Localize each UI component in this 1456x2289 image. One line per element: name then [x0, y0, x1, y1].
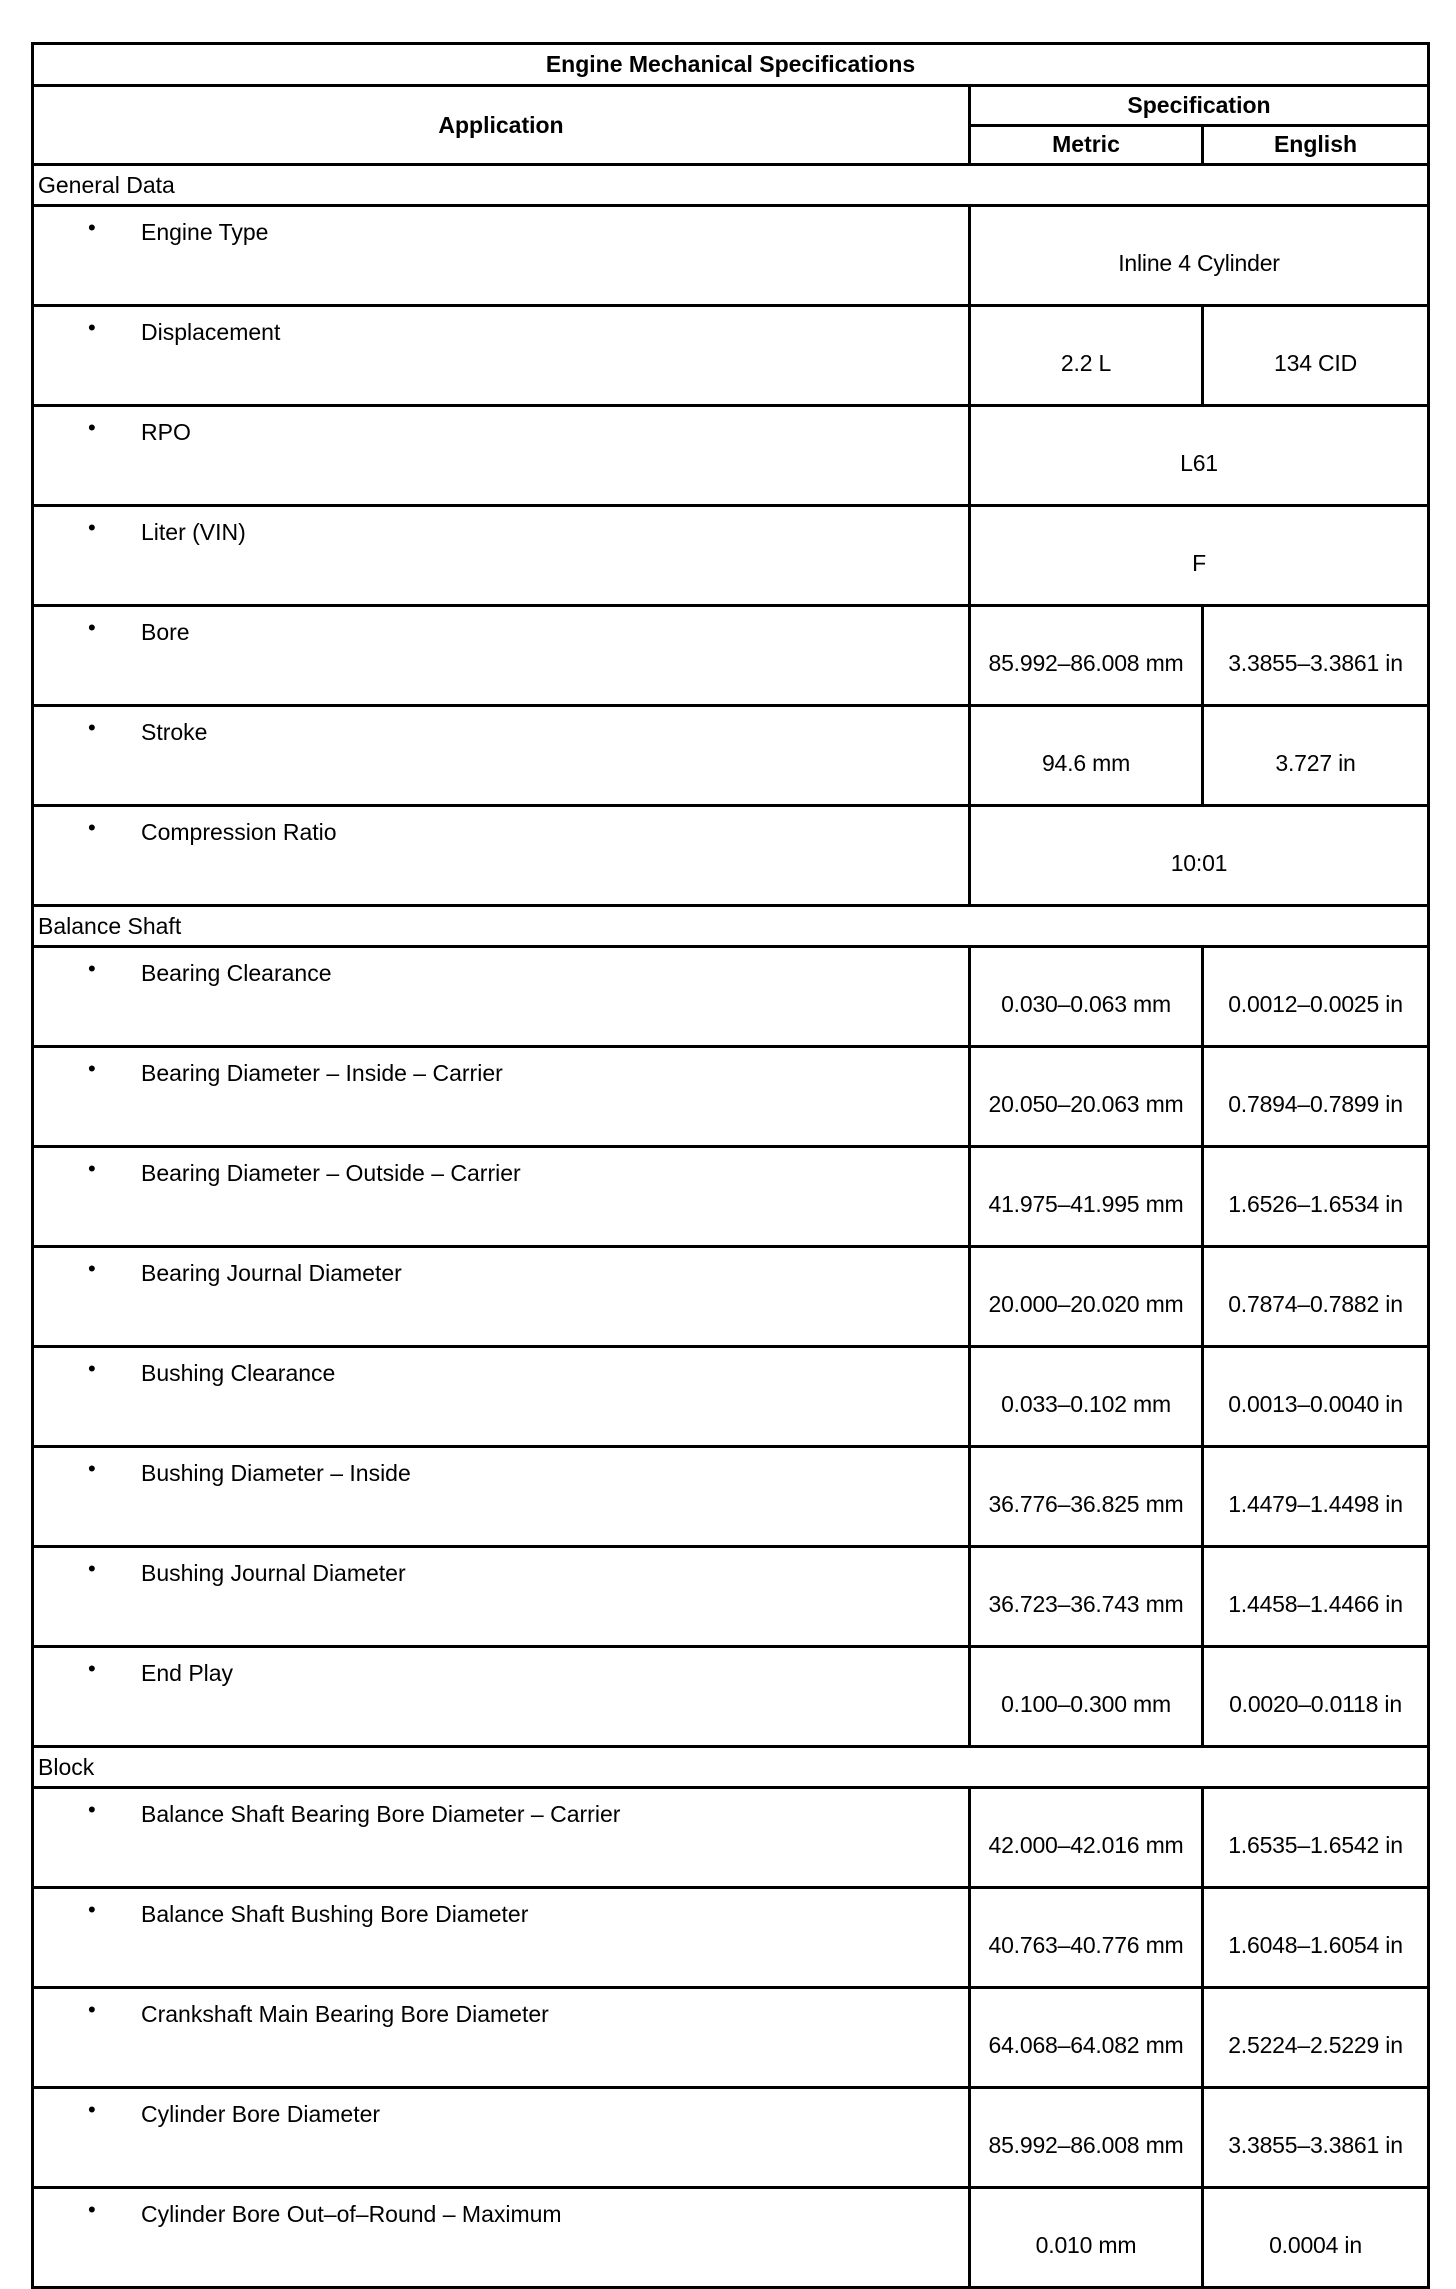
- bullet-icon: •: [88, 1456, 96, 1481]
- section-row: [33, 1747, 1429, 1788]
- bullet-icon: •: [88, 956, 96, 981]
- table-row: [33, 1788, 1429, 1888]
- application-cell: [33, 1647, 970, 1747]
- bullet-icon: •: [88, 2097, 96, 2122]
- bullet-icon: •: [88, 415, 96, 440]
- english-value: 3.727 in: [1203, 706, 1429, 806]
- section-row: [33, 906, 1429, 947]
- metric-value: 85.992–86.008 mm: [970, 2088, 1203, 2188]
- metric-value: 20.000–20.020 mm: [970, 1247, 1203, 1347]
- bullet-icon: •: [88, 1156, 96, 1181]
- english-value: 0.0004 in: [1203, 2188, 1429, 2288]
- row-label: Balance Shaft Bearing Bore Diameter – Carrier: [141, 1801, 621, 1827]
- bullet-icon: •: [88, 2197, 96, 2222]
- row-label: Bushing Clearance: [141, 1360, 336, 1386]
- application-cell: [33, 2088, 970, 2188]
- application-cell: [33, 947, 970, 1047]
- spec-document: [31, 42, 1427, 2289]
- header-application: Application: [33, 86, 970, 165]
- application-cell: [33, 1547, 970, 1647]
- row-label: Balance Shaft Bushing Bore Diameter: [141, 1901, 529, 1927]
- table-row: [33, 406, 1429, 506]
- row-label: Engine Type: [141, 219, 269, 245]
- bullet-icon: •: [88, 1056, 96, 1081]
- row-label: Stroke: [141, 719, 208, 745]
- table-row: [33, 606, 1429, 706]
- application-cell: [33, 306, 970, 406]
- bullet-icon: •: [88, 815, 96, 840]
- bullet-icon: •: [88, 1897, 96, 1922]
- table-row: [33, 1647, 1429, 1747]
- bullet-icon: •: [88, 515, 96, 540]
- metric-value: 41.975–41.995 mm: [970, 1147, 1203, 1247]
- spec-table-body: [33, 165, 1429, 2288]
- header-english: English: [1203, 125, 1429, 165]
- row-label: Cylinder Bore Diameter: [141, 2101, 381, 2127]
- row-label: End Play: [141, 1660, 234, 1686]
- row-label: Bearing Diameter – Outside – Carrier: [141, 1160, 521, 1186]
- metric-value: 0.033–0.102 mm: [970, 1347, 1203, 1447]
- english-value: 2.5224–2.5229 in: [1203, 1988, 1429, 2088]
- application-cell: [33, 1888, 970, 1988]
- table-row: [33, 1888, 1429, 1988]
- bullet-icon: •: [88, 215, 96, 240]
- section-row: [33, 165, 1429, 206]
- row-label: Bearing Diameter – Inside – Carrier: [141, 1060, 503, 1086]
- application-cell: [33, 1447, 970, 1547]
- english-value: 3.3855–3.3861 in: [1203, 2088, 1429, 2188]
- table-row: [33, 1347, 1429, 1447]
- application-cell: [33, 1147, 970, 1247]
- application-cell: [33, 1988, 970, 2088]
- table-row: [33, 306, 1429, 406]
- metric-value: 40.763–40.776 mm: [970, 1888, 1203, 1988]
- application-cell: [33, 1047, 970, 1147]
- metric-value: 85.992–86.008 mm: [970, 606, 1203, 706]
- table-row: [33, 1147, 1429, 1247]
- metric-value: 36.723–36.743 mm: [970, 1547, 1203, 1647]
- header-metric: Metric: [970, 125, 1203, 165]
- row-label: Crankshaft Main Bearing Bore Diameter: [141, 2001, 549, 2027]
- row-label: Bore: [141, 619, 190, 645]
- application-cell: [33, 1347, 970, 1447]
- table-title: Engine Mechanical Specifications: [33, 44, 1429, 86]
- application-cell: [33, 606, 970, 706]
- application-cell: [33, 406, 970, 506]
- metric-value: 0.030–0.063 mm: [970, 947, 1203, 1047]
- metric-value: 0.010 mm: [970, 2188, 1203, 2288]
- bullet-icon: •: [88, 1256, 96, 1281]
- row-label: Displacement: [141, 319, 281, 345]
- bullet-icon: •: [88, 1997, 96, 2022]
- bullet-icon: •: [88, 615, 96, 640]
- english-value: 1.6526–1.6534 in: [1203, 1147, 1429, 1247]
- row-label: Cylinder Bore Out–of–Round – Maximum: [141, 2201, 562, 2227]
- table-row: [33, 1447, 1429, 1547]
- english-value: 3.3855–3.3861 in: [1203, 606, 1429, 706]
- section-title: General Data: [33, 165, 1429, 206]
- application-cell: [33, 806, 970, 906]
- application-cell: [33, 1247, 970, 1347]
- spec-value-merged: Inline 4 Cylinder: [970, 206, 1429, 306]
- bullet-icon: •: [88, 1556, 96, 1581]
- row-label: Bearing Clearance: [141, 960, 332, 986]
- table-row: [33, 2188, 1429, 2288]
- english-value: 134 CID: [1203, 306, 1429, 406]
- section-title: Balance Shaft: [33, 906, 1429, 947]
- application-cell: [33, 206, 970, 306]
- application-cell: [33, 506, 970, 606]
- header-specification: Specification: [970, 86, 1429, 126]
- table-row: [33, 1547, 1429, 1647]
- english-value: 0.0012–0.0025 in: [1203, 947, 1429, 1047]
- english-value: 1.4479–1.4498 in: [1203, 1447, 1429, 1547]
- metric-value: 36.776–36.825 mm: [970, 1447, 1203, 1547]
- row-label: Bushing Diameter – Inside: [141, 1460, 411, 1486]
- row-label: Bushing Journal Diameter: [141, 1560, 406, 1586]
- row-label: Compression Ratio: [141, 819, 337, 845]
- table-row: [33, 806, 1429, 906]
- english-value: 1.4458–1.4466 in: [1203, 1547, 1429, 1647]
- english-value: 0.0020–0.0118 in: [1203, 1647, 1429, 1747]
- engine-spec-table: [31, 42, 1430, 2289]
- application-cell: [33, 1788, 970, 1888]
- row-label: Liter (VIN): [141, 519, 246, 545]
- english-value: 0.7894–0.7899 in: [1203, 1047, 1429, 1147]
- metric-value: 64.068–64.082 mm: [970, 1988, 1203, 2088]
- english-value: 1.6048–1.6054 in: [1203, 1888, 1429, 1988]
- spec-value-merged: L61: [970, 406, 1429, 506]
- metric-value: 2.2 L: [970, 306, 1203, 406]
- application-cell: [33, 2188, 970, 2288]
- bullet-icon: •: [88, 1656, 96, 1681]
- metric-value: 42.000–42.016 mm: [970, 1788, 1203, 1888]
- table-row: [33, 506, 1429, 606]
- english-value: 0.0013–0.0040 in: [1203, 1347, 1429, 1447]
- table-row: [33, 1988, 1429, 2088]
- metric-value: 20.050–20.063 mm: [970, 1047, 1203, 1147]
- spec-value-merged: 10:01: [970, 806, 1429, 906]
- application-cell: [33, 706, 970, 806]
- english-value: 1.6535–1.6542 in: [1203, 1788, 1429, 1888]
- metric-value: 0.100–0.300 mm: [970, 1647, 1203, 1747]
- table-row: [33, 1047, 1429, 1147]
- spec-value-merged: F: [970, 506, 1429, 606]
- bullet-icon: •: [88, 315, 96, 340]
- table-row: [33, 706, 1429, 806]
- bullet-icon: •: [88, 715, 96, 740]
- table-row: [33, 2088, 1429, 2188]
- bullet-icon: •: [88, 1797, 96, 1822]
- row-label: RPO: [141, 419, 191, 445]
- table-row: [33, 947, 1429, 1047]
- english-value: 0.7874–0.7882 in: [1203, 1247, 1429, 1347]
- table-row: [33, 206, 1429, 306]
- section-title: Block: [33, 1747, 1429, 1788]
- row-label: Bearing Journal Diameter: [141, 1260, 402, 1286]
- metric-value: 94.6 mm: [970, 706, 1203, 806]
- table-row: [33, 1247, 1429, 1347]
- bullet-icon: •: [88, 1356, 96, 1381]
